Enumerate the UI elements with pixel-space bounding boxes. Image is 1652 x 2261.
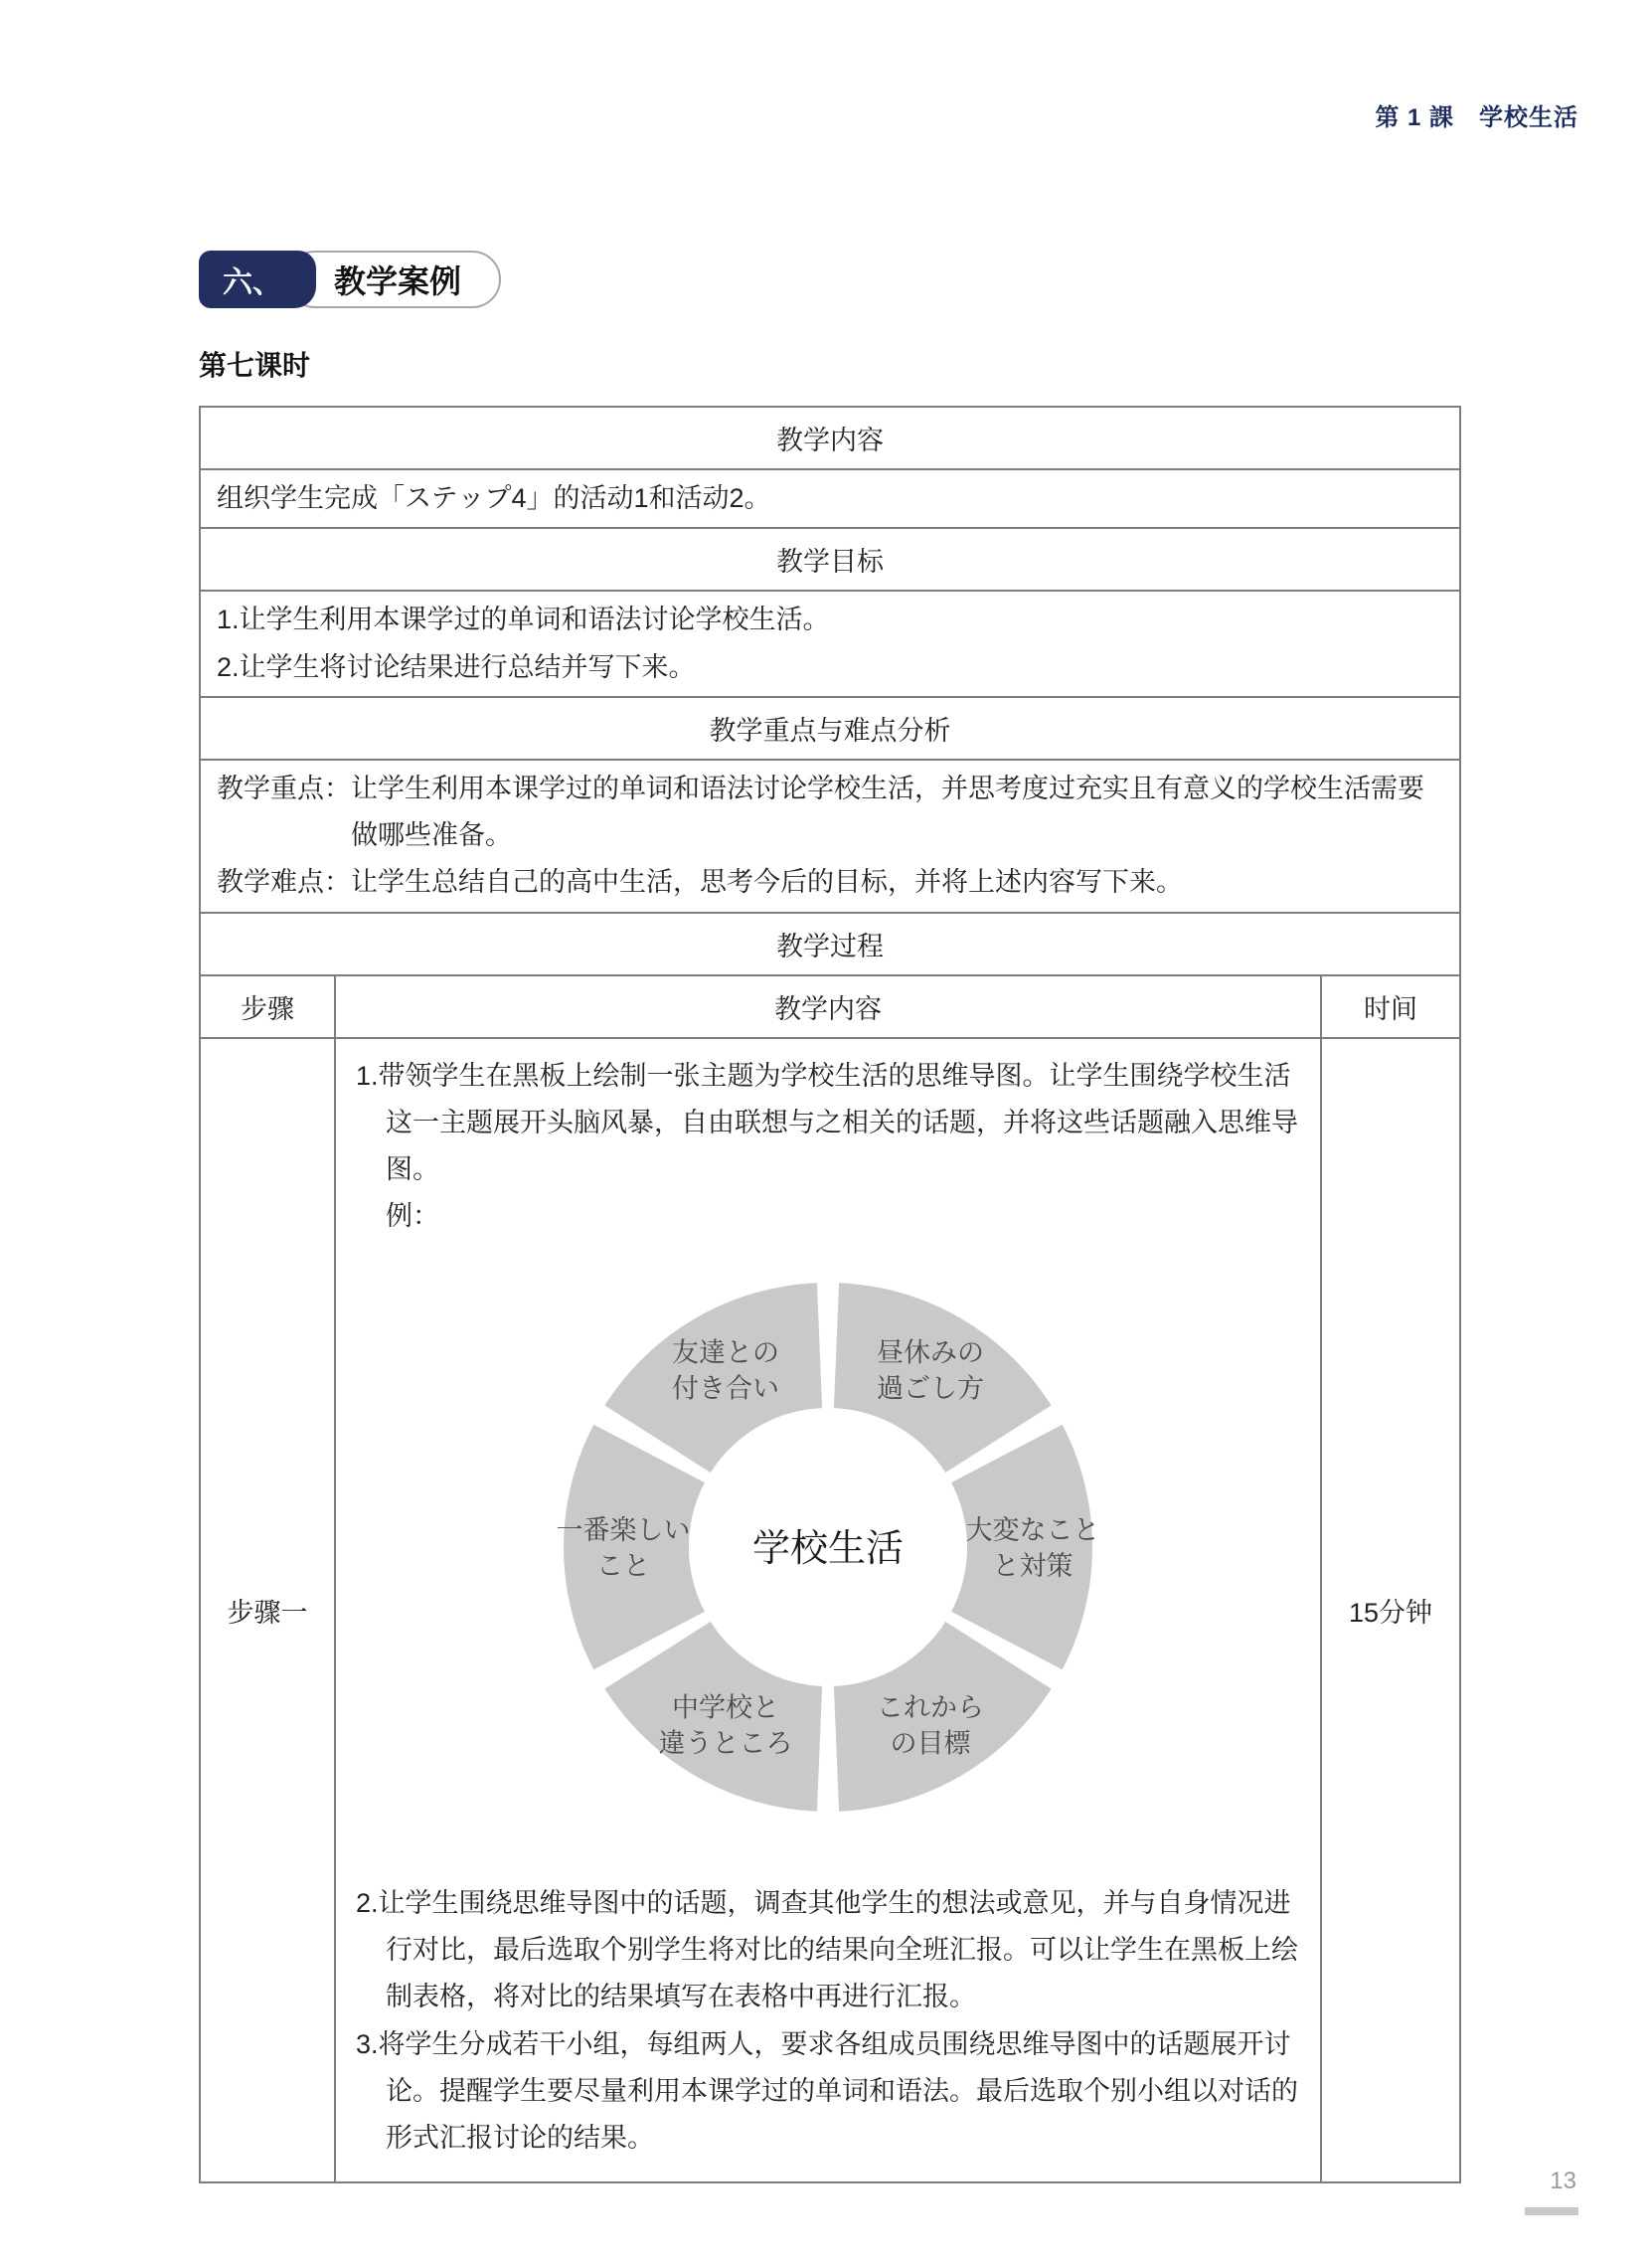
- mindmap-svg: [550, 1269, 1106, 1826]
- column-header-time: 时间: [1321, 975, 1460, 1038]
- mindmap-segment-label: 大変なことと対策: [965, 1514, 1100, 1581]
- table-row: [200, 975, 1460, 1038]
- teaching-content-text: 组织学生完成「ステップ4」的活动1和活动2。: [200, 469, 1460, 528]
- focus-item: [217, 766, 1443, 860]
- table-row: [200, 1038, 1460, 2183]
- mindmap-segment-label: これからの目標: [877, 1691, 984, 1758]
- mindmap-segment-label: 昼休みの過ごし方: [877, 1337, 984, 1404]
- goal-line: 2.让学生将讨论结果进行总结并写下来。: [217, 651, 696, 682]
- table-row: [200, 760, 1460, 913]
- lesson-title: 第七课时: [199, 350, 311, 381]
- mindmap-segment-label: 中学校と違うところ: [658, 1691, 793, 1758]
- table-row: [200, 913, 1460, 975]
- example-label: 例：: [386, 1201, 439, 1232]
- chapter-header: 第 1 課 学校生活: [1375, 104, 1578, 131]
- header-teaching-process: 教学过程: [200, 913, 1460, 975]
- section-number-badge: 六、: [199, 251, 316, 308]
- table-row: [200, 591, 1460, 697]
- mindmap-segment-label: 一番楽しいこと: [556, 1514, 691, 1581]
- focus-text: 让学生利用本课学过的单词和语法讨论学校生活，并思考度过充实且有意义的学校生活需要做哪些准备。: [351, 773, 1424, 850]
- focus-text: 让学生总结自己的高中生活，思考今后的目标，并将上述内容写下来。: [351, 867, 1183, 898]
- mindmap-segment: [564, 1424, 705, 1668]
- goal-line: 1.让学生利用本课学过的单词和语法讨论学校生活。: [217, 605, 830, 635]
- mindmap-center-label: 学校生活: [751, 1527, 905, 1570]
- table-row: [200, 697, 1460, 760]
- page-number: 13: [1550, 2168, 1576, 2194]
- footer-bar: [1525, 2207, 1578, 2215]
- table-row: [200, 407, 1460, 469]
- time-cell: 15分钟: [1321, 1038, 1460, 2183]
- step-item: 3.将学生分成若干小组，每组两人，要求各组成员围绕思维导图中的话题展开讨论。提醒学生要尽量利用本课学过的单词和语法。最后选取个别小组以对话的形式汇报讨论的结果。: [356, 2028, 1298, 2153]
- table-row: [200, 469, 1460, 528]
- header-teaching-content: 教学内容: [200, 407, 1460, 469]
- focus-item: [217, 859, 1443, 906]
- step-item: 1.带领学生在黑板上绘制一张主题为学校生活的思维导图。让学生围绕学校生活这一主题展开头脑风暴，自由联想与之相关的话题，并将这些话题融入思维导图。: [356, 1060, 1298, 1184]
- step-content-cell: [335, 1038, 1321, 2183]
- section-heading: [199, 251, 1461, 308]
- mindmap-segment: [951, 1424, 1092, 1668]
- step-item: 2.让学生围绕思维导图中的话题，调查其他学生的想法或意见，并与自身情况进行对比，最后选取个别学生将对比的结果向全班汇报。可以让学生在黑板上绘制表格，将对比的结果填写在表格中再进行汇报。: [356, 1887, 1298, 2012]
- header-focus-analysis: 教学重点与难点分析: [200, 697, 1460, 760]
- mindmap-segment-label: 友達との付き合い: [672, 1337, 779, 1404]
- teaching-goals-cell: [200, 591, 1460, 697]
- column-header-content: 教学内容: [335, 975, 1321, 1038]
- focus-label: 教学难点：: [217, 867, 351, 898]
- lesson-plan-table: [199, 406, 1461, 2183]
- section-title: 教学案例: [286, 251, 501, 308]
- step-label-cell: 步骤一: [200, 1038, 335, 2183]
- column-header-step: 步骤: [200, 975, 335, 1038]
- header-teaching-goals: 教学目标: [200, 528, 1460, 591]
- focus-analysis-cell: [200, 760, 1460, 913]
- mindmap-diagram: [550, 1269, 1106, 1840]
- table-row: [200, 528, 1460, 591]
- focus-label: 教学重点：: [217, 773, 351, 803]
